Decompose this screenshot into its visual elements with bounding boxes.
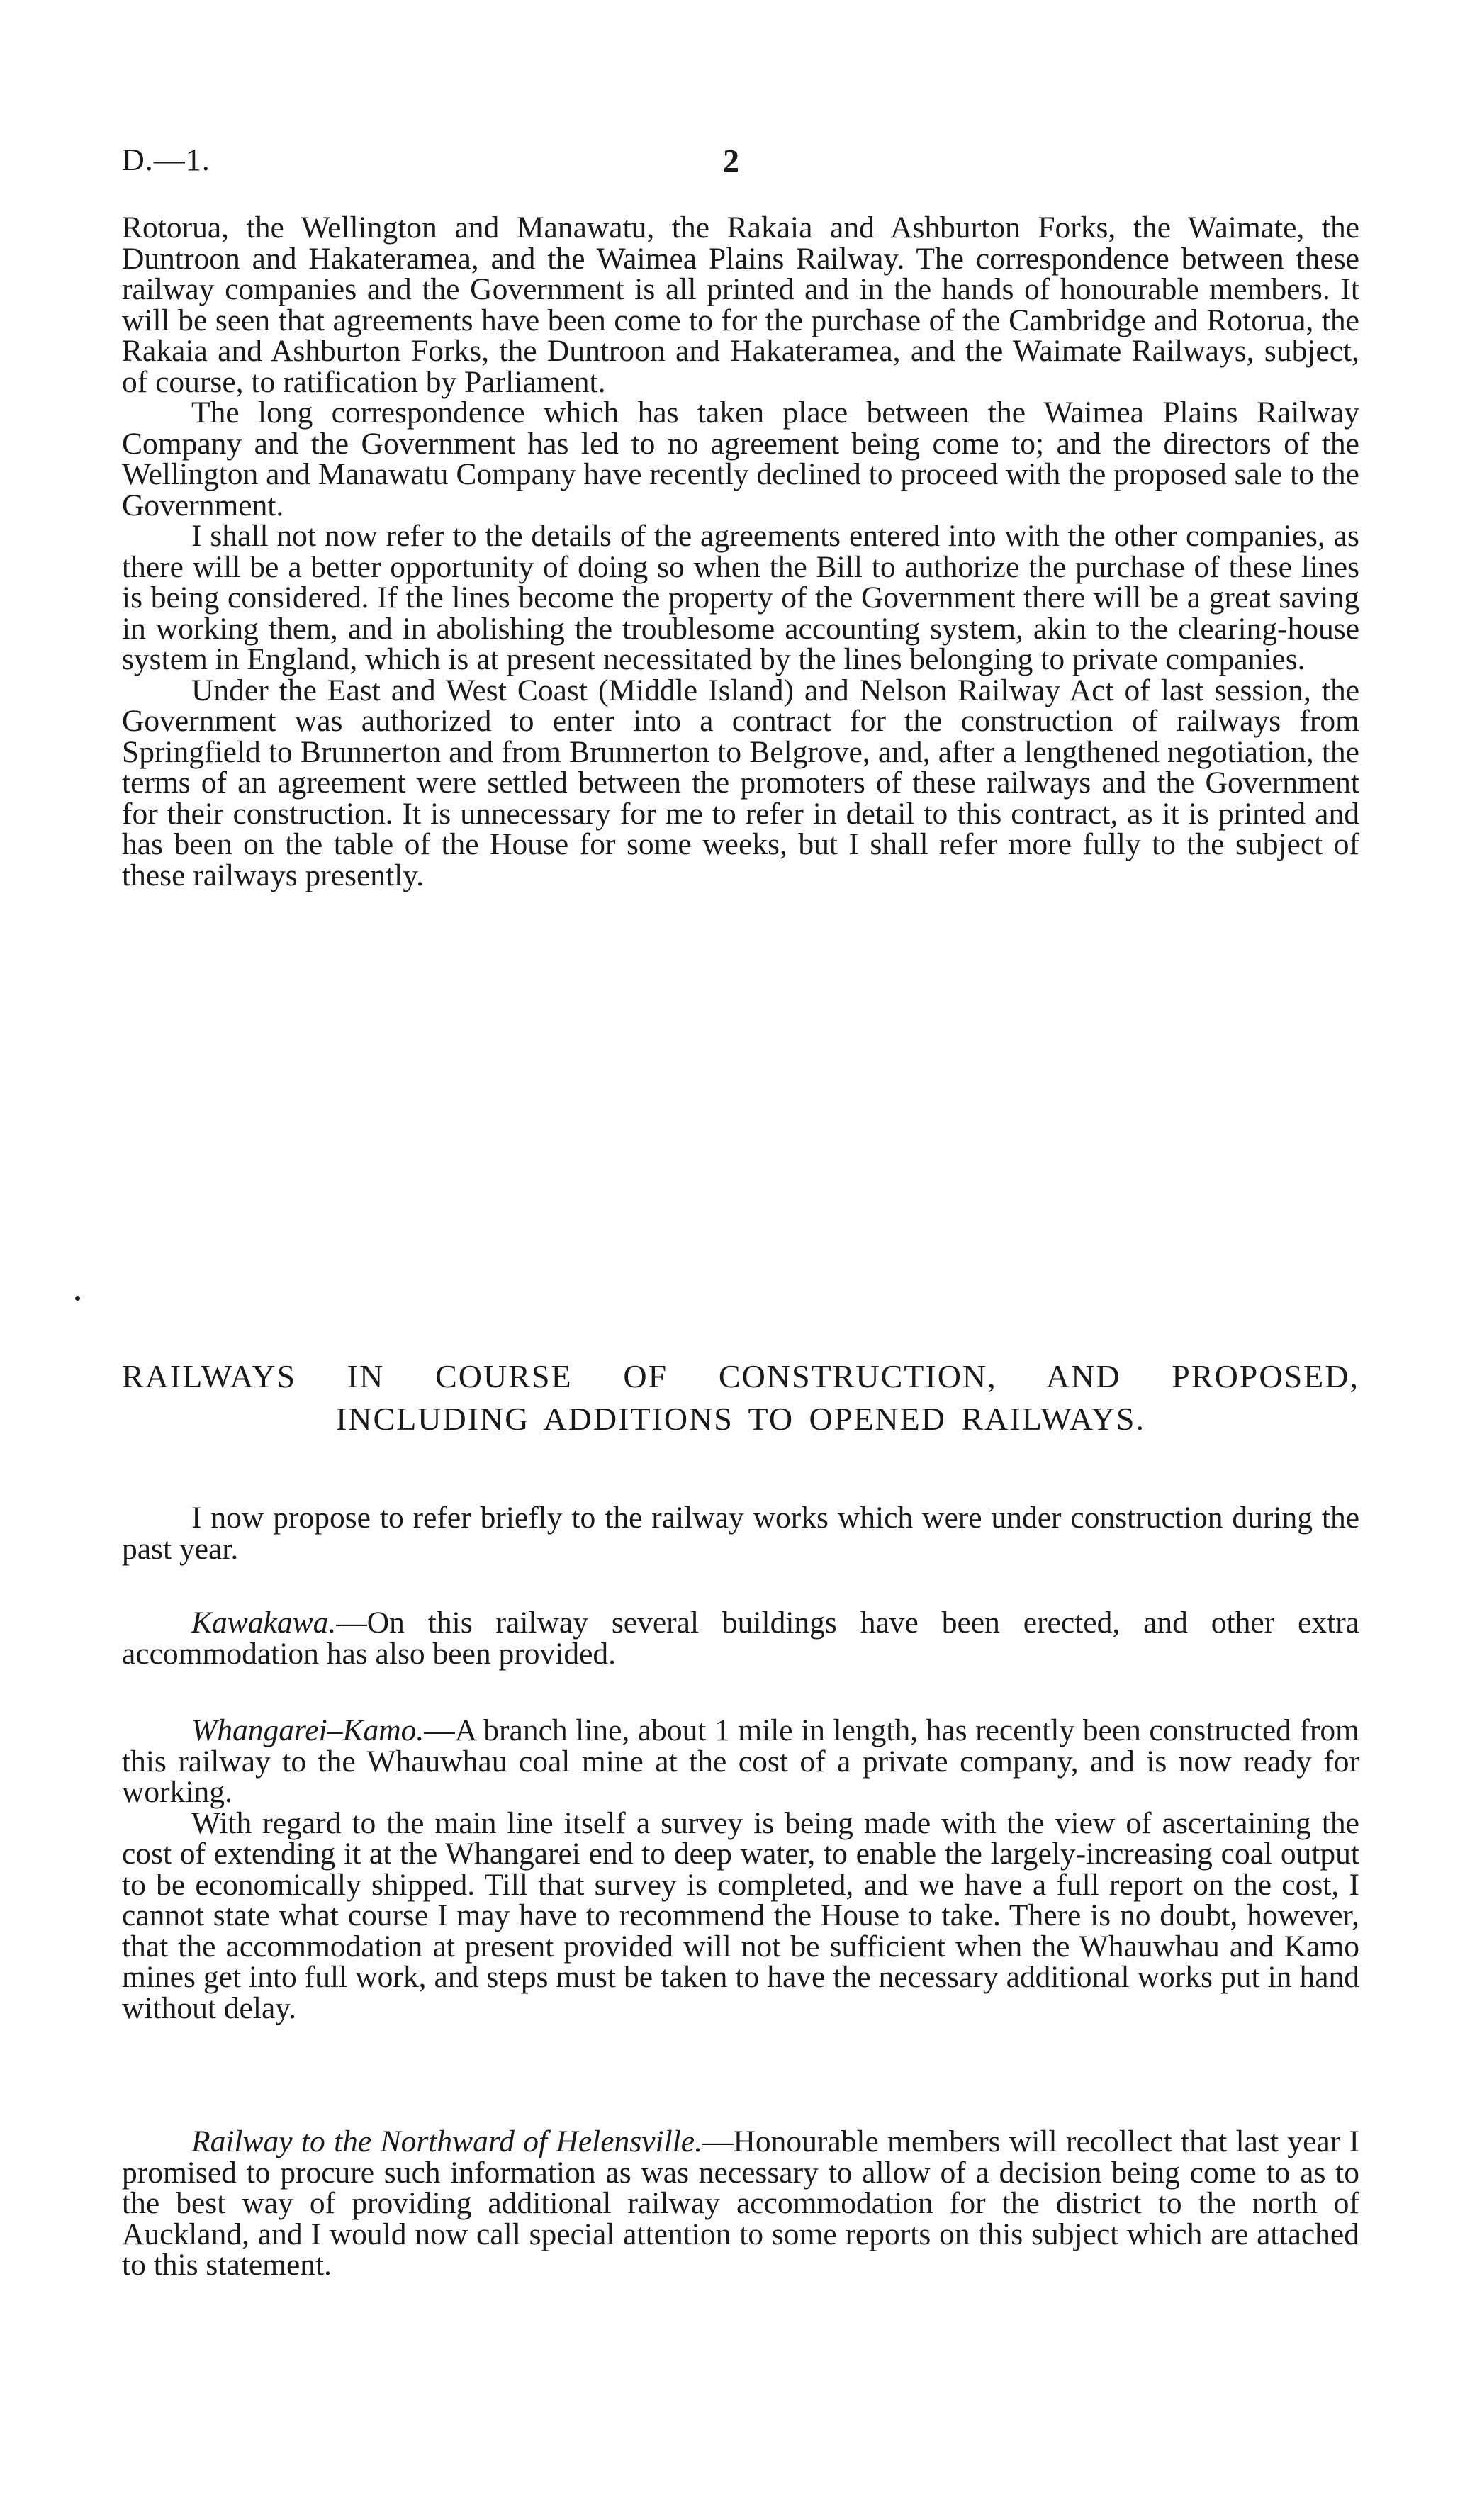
- paragraph: Under the East and West Coast (Middle Island) and Nelson Railway Act of last session, the Government was authorized to enter into a contract for the construction of railways from Springfield to Brunnerton and from Brunnerton to Belgrove, and, after a lengthened negotiation, the terms of an agreement were settled between the promoters of these railways and the Government for their construction. It is unnecessary for me to refer in detail to this contract, as it is printed and has been on the table of the House for some weeks, but I shall refer more fully to the subject of these railways presently.: [122, 673, 1359, 892]
- kawakawa-text: —On this railway several buildings have been erected, and other extra accommodation has also been provided.: [122, 1606, 1359, 1671]
- paragraph: [122, 1608, 1359, 1669]
- paragraph: I now propose to refer briefly to the railway works which were under construction during the past year.: [122, 1501, 1359, 1566]
- kawakawa-title: Kawakawa.: [191, 1606, 337, 1640]
- whangarei-section: [122, 1715, 1359, 2024]
- paragraph: [122, 2124, 1359, 2282]
- helensville-title: Railway to the Northward of Helensville.: [191, 2124, 702, 2158]
- heading-line-2: INCLUDING ADDITIONS TO OPENED RAILWAYS.: [335, 1401, 1145, 1437]
- section-heading: [122, 1355, 1359, 1440]
- heading-line-1: RAILWAYS IN COURSE OF CONSTRUCTION, AND PROPOSED,: [122, 1358, 1359, 1394]
- ink-speck: [75, 1296, 80, 1301]
- paragraph: With regard to the main line itself a survey is being made with the view of ascertaining the cost of extending it at the Whangarei end to deep water, to enable the largely-increasing coal output to be economically shipped. Till that survey is completed, and we have a full report on the cost, I cannot state what course I may have to recommend the House to take. There is no doubt, however, that the accommodation at present provided will not be sufficient when the Whauwhau and Kamo mines get into full work, and steps must be taken to have the necessary additional works put in hand without delay.: [122, 1805, 1359, 2025]
- whangarei-title: Whangarei–Kamo.: [191, 1713, 425, 1747]
- paragraph: Rotorua, the Wellington and Manawatu, the Rakaia and Ashburton Forks, the Waimate, the Duntroon and Hakateramea, and the Waimea Plains Railway. The correspondence between these railway companies and the Government is all printed and in the hands of honourable members. It will be seen that agreements have been come to for the purchase of the Cambridge and Rotorua, the Rakaia and Ashburton Forks, the Duntroon and Hakateramea, and the Waimate Railways, subject, of course, to ratification by Parliament.: [122, 211, 1359, 399]
- whangarei-text: —A branch line, about 1 mile in length, has recently been constructed from this railway to the Whauwhau coal mine at the cost of a private company, and is now ready for working.: [122, 1713, 1359, 1809]
- helensville-text: —Honourable members will recollect that last year I promised to procure such information as was necessary to allow of a decision being come to as to the best way of providing additional railway accommodation for the district to the north of Auckland, and I would now call special attention to some reports on this subject which are attached to this statement.: [122, 2124, 1359, 2282]
- intro-section: [122, 1503, 1359, 1564]
- paragraph: The long correspondence which has taken place between the Waimea Plains Railway Company and the Government has led to no agreement being come to; and the directors of the Wellington and Manawatu Company have recently declined to proceed with the proposed sale to the Government.: [122, 396, 1359, 522]
- page-number: 2: [723, 142, 739, 179]
- paragraph: [122, 1715, 1359, 1808]
- paragraph: I shall not now refer to the details of the agreements entered into with the other companies, as there will be a better opportunity of doing so when the Bill to authorize the purchase of these lines is being considered. If the lines become the property of the Government there will be a great saving in working them, and in abolishing the troublesome accounting system, akin to the clearing-house system in England, which is at present necessitated by the lines belonging to private companies.: [122, 519, 1359, 676]
- opening-section: [122, 213, 1359, 891]
- kawakawa-section: [122, 1608, 1359, 1669]
- helensville-section: [122, 2124, 1359, 2282]
- document-reference: D.—1.: [122, 142, 210, 177]
